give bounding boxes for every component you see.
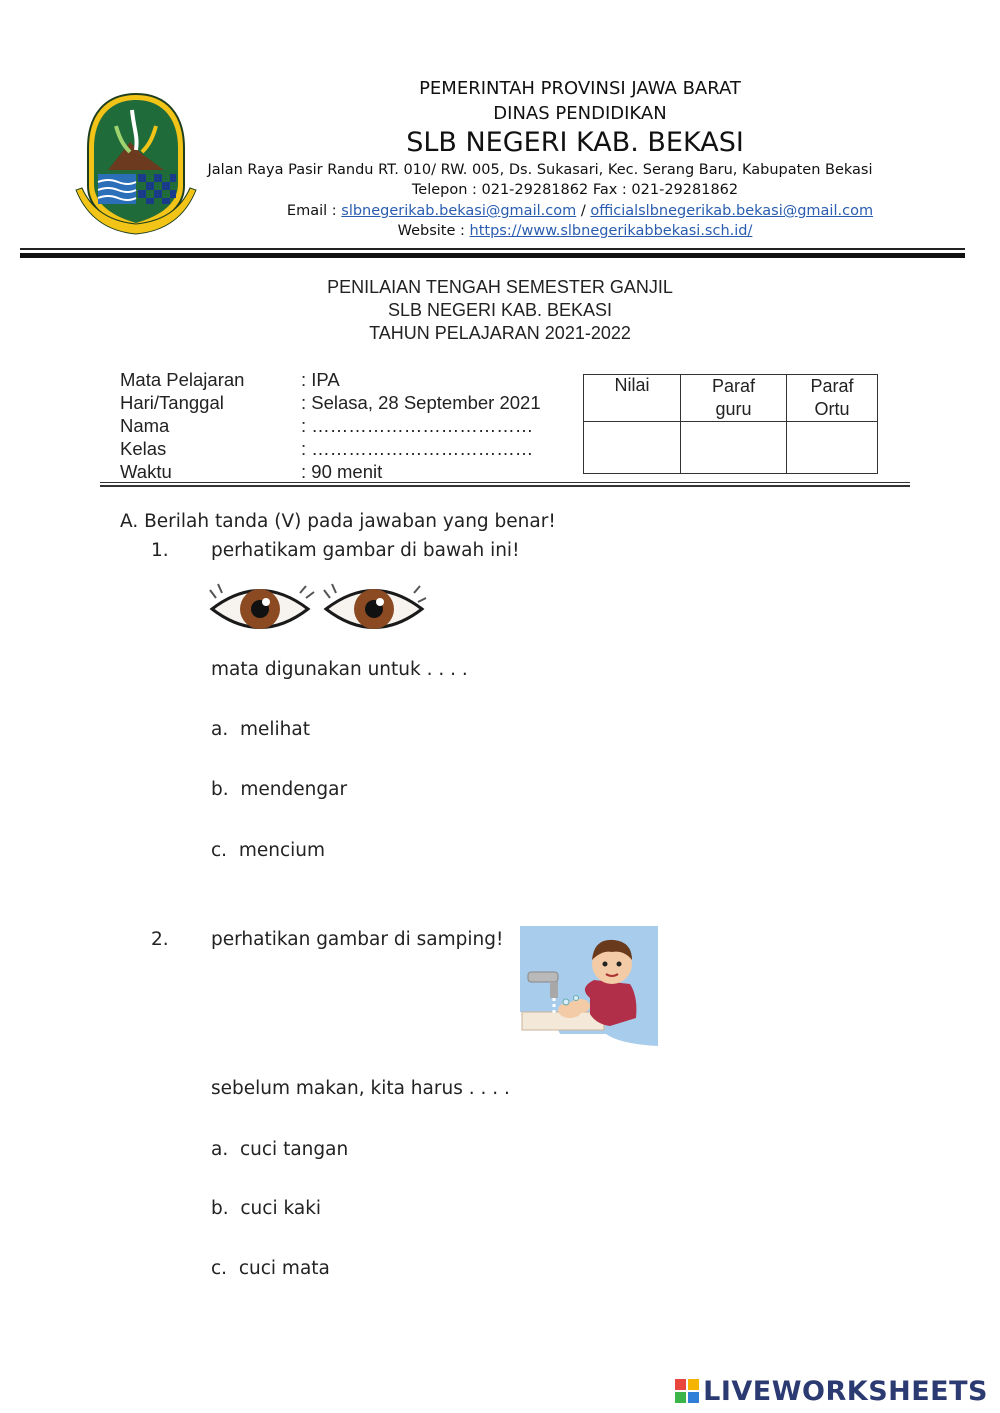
question-2-option-b[interactable] <box>211 1198 321 1219</box>
school-phone: Telepon : 021-29281862 Fax : 021-29281862 <box>411 182 739 198</box>
option-text: melihat <box>239 719 310 740</box>
email-label: Email : <box>286 203 337 219</box>
school-address: Jalan Raya Pasir Randu RT. 010/ RW. 005, Ds. Sukasari, Kec. Serang Baru, Kabupaten Bekasi <box>207 162 873 178</box>
time-value: : 90 menit <box>301 461 383 482</box>
province-logo <box>72 90 200 236</box>
option-text: cuci kaki <box>240 1198 322 1219</box>
score-header-nilai: Nilai <box>584 375 681 422</box>
question-1-prompt: perhatikam gambar di bawah ini! <box>211 540 520 561</box>
question-1-option-c[interactable] <box>211 840 325 861</box>
liveworksheets-brand[interactable] <box>675 1376 988 1407</box>
date-value: : Selasa, 28 September 2021 <box>301 392 541 413</box>
class-label: Kelas <box>120 438 167 459</box>
email-link-2[interactable]: officialslbnegerikab.bekasi@gmail.com <box>590 203 874 219</box>
email-separator: / <box>580 203 586 219</box>
option-letter: a. <box>211 719 229 740</box>
option-text: mencium <box>238 840 326 861</box>
date-label: Hari/Tanggal <box>120 392 224 413</box>
class-field[interactable]: : ……………………………… <box>301 438 534 459</box>
email-link-1[interactable]: slbnegerikab.bekasi@gmail.com <box>341 203 577 219</box>
handwashing-image <box>520 926 658 1066</box>
score-header-paraf-guru: Paraf guru <box>681 375 787 422</box>
liveworksheets-wordmark: LIVEWORKSHEETS <box>703 1376 988 1407</box>
question-1-number: 1. <box>151 540 169 561</box>
exam-title: PENILAIAN TENGAH SEMESTER GANJIL <box>327 277 673 297</box>
website-label: Website : <box>397 223 465 239</box>
score-cell-nilai[interactable] <box>584 422 681 474</box>
score-cell-paraf-ortu[interactable] <box>787 422 878 474</box>
info-divider-bottom <box>100 485 910 487</box>
question-2-text: sebelum makan, kita harus . . . . <box>211 1078 510 1099</box>
option-text: cuci mata <box>238 1258 330 1279</box>
time-label: Waktu <box>120 461 172 482</box>
option-text: cuci tangan <box>239 1139 349 1160</box>
website-line <box>360 223 790 239</box>
score-table <box>583 374 878 474</box>
liveworksheets-logo-icon <box>675 1379 699 1403</box>
info-divider-top <box>100 482 910 483</box>
option-letter: b. <box>211 779 229 800</box>
option-letter: c. <box>211 840 228 861</box>
right-eye-illustration <box>324 584 426 629</box>
email-line <box>260 203 900 219</box>
question-1-option-b[interactable] <box>211 779 347 800</box>
website-link[interactable]: https://www.slbnegerikabbekasi.sch.id/ <box>469 223 753 239</box>
subject-label: Mata Pelajaran <box>120 369 245 390</box>
exam-school: SLB NEGERI KAB. BEKASI <box>387 300 613 320</box>
score-cell-paraf-guru[interactable] <box>681 422 787 474</box>
question-2-option-a[interactable] <box>211 1139 348 1160</box>
department-name: DINAS PENDIDIKAN <box>493 103 667 124</box>
name-label: Nama <box>120 415 170 436</box>
option-letter: b. <box>211 1198 229 1219</box>
score-header-paraf-ortu: Paraf Ortu <box>787 375 878 422</box>
section-instruction: A. Berilah tanda (V) pada jawaban yang benar! <box>120 511 556 532</box>
question-1-text: mata digunakan untuk . . . . <box>211 659 468 680</box>
question-1-option-a[interactable] <box>211 719 310 740</box>
subject-value: : IPA <box>301 369 340 390</box>
government-name: PEMERINTAH PROVINSI JAWA BARAT <box>419 78 741 99</box>
name-field[interactable]: : ……………………………… <box>301 415 534 436</box>
exam-year: TAHUN PELAJARAN 2021-2022 <box>369 323 631 343</box>
header-divider-thick <box>20 253 965 258</box>
question-2-prompt: perhatikan gambar di samping! <box>211 929 504 950</box>
option-letter: c. <box>211 1258 228 1279</box>
eyes-image <box>208 578 428 640</box>
question-2-option-c[interactable] <box>211 1258 330 1279</box>
left-eye-illustration <box>210 584 314 629</box>
option-letter: a. <box>211 1139 229 1160</box>
option-text: mendengar <box>240 779 348 800</box>
header-divider-thin <box>20 248 965 250</box>
question-2-number: 2. <box>151 929 169 950</box>
school-name: SLB NEGERI KAB. BEKASI <box>406 127 744 158</box>
